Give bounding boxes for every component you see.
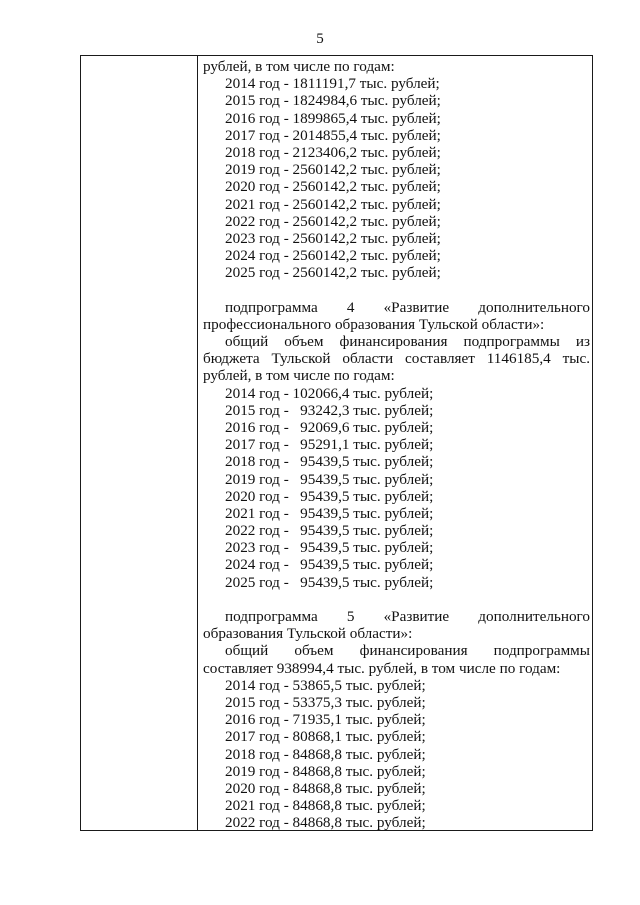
year-line: 2020 год - 84868,8 тыс. рублей; xyxy=(225,779,426,797)
year-line: 2017 год - 80868,1 тыс. рублей; xyxy=(225,728,426,746)
year-line: 2023 год - 95439,5 тыс. рублей; xyxy=(225,539,434,557)
subprogram-4-years xyxy=(203,385,590,591)
year-line: 2019 год - 95439,5 тыс. рублей; xyxy=(225,470,434,488)
year-line: 2019 год - 84868,8 тыс. рублей; xyxy=(225,762,426,780)
year-line: 2015 год - 53375,3 тыс. рублей; xyxy=(225,693,426,711)
document-table xyxy=(80,55,593,831)
year-line: 2016 год - 92069,6 тыс. рублей; xyxy=(225,418,434,436)
year-line: 2023 год - 2560142,2 тыс. рублей; xyxy=(225,229,441,247)
funding-cell xyxy=(203,58,590,831)
subprogram-5-title-cont: образования Тульской области»: xyxy=(203,625,413,643)
subprogram-3-tail: рублей, в том числе по годам: xyxy=(203,58,395,75)
year-line: 2022 год - 84868,8 тыс. рублей; xyxy=(225,814,426,832)
year-line: 2017 год - 2014855,4 тыс. рублей; xyxy=(225,126,441,144)
spacer xyxy=(203,591,590,608)
year-line: 2018 год - 95439,5 тыс. рублей; xyxy=(225,453,434,471)
subprogram-5-funding: общий объем финансирования подпрограммы xyxy=(225,642,590,660)
year-line: 2014 год - 102066,4 тыс. рублей; xyxy=(225,384,434,402)
year-line: 2018 год - 84868,8 тыс. рублей; xyxy=(225,745,426,763)
subprogram-5-title: подпрограмма 5 «Развитие дополнительного xyxy=(225,608,590,625)
page-number: 5 xyxy=(316,31,324,47)
year-line: 2018 год - 2123406,2 тыс. рублей; xyxy=(225,143,441,161)
subprogram-5-funding-cont: составляет 938994,4 тыс. рублей, в том числе по годам: xyxy=(203,659,561,677)
year-line: 2019 год - 2560142,2 тыс. рублей; xyxy=(225,161,441,179)
year-line: 2021 год - 2560142,2 тыс. рублей; xyxy=(225,195,441,213)
year-line: 2021 год - 84868,8 тыс. рублей; xyxy=(225,797,426,815)
subprogram-4-funding: общий объем финансирования подпрограммы из xyxy=(225,333,590,350)
year-line: 2025 год - 95439,5 тыс. рублей; xyxy=(225,573,434,591)
year-line: 2016 год - 1899865,4 тыс. рублей; xyxy=(225,109,441,127)
year-line: 2015 год - 93242,3 тыс. рублей; xyxy=(225,401,434,419)
subprogram-4-funding-end: рублей, в том числе по годам: xyxy=(203,367,395,385)
subprogram-3-years xyxy=(203,75,590,281)
column-divider xyxy=(197,56,198,830)
year-line: 2017 год - 95291,1 тыс. рублей; xyxy=(225,436,434,454)
year-line: 2022 год - 2560142,2 тыс. рублей; xyxy=(225,212,441,230)
subprogram-4-funding-cont: бюджета Тульской области составляет 1146185,4 тыс. xyxy=(203,350,590,368)
subprogram-5-years xyxy=(203,677,590,832)
spacer xyxy=(203,281,590,298)
year-line: 2025 год - 2560142,2 тыс. рублей; xyxy=(225,264,441,282)
subprogram-4-title: подпрограмма 4 «Развитие дополнительного xyxy=(225,298,590,316)
year-line: 2020 год - 95439,5 тыс. рублей; xyxy=(225,487,434,505)
year-line: 2014 год - 1811191,7 тыс. рублей; xyxy=(225,75,440,93)
year-line: 2014 год - 53865,5 тыс. рублей; xyxy=(225,676,426,694)
year-line: 2020 год - 2560142,2 тыс. рублей; xyxy=(225,178,441,196)
year-line: 2022 год - 95439,5 тыс. рублей; xyxy=(225,522,434,540)
subprogram-4-title-cont: профессионального образования Тульской области»: xyxy=(203,315,545,333)
year-line: 2015 год - 1824984,6 тыс. рублей; xyxy=(225,92,441,110)
year-line: 2024 год - 2560142,2 тыс. рублей; xyxy=(225,247,441,265)
year-line: 2024 год - 95439,5 тыс. рублей; xyxy=(225,556,434,574)
year-line: 2016 год - 71935,1 тыс. рублей; xyxy=(225,711,426,729)
year-line: 2021 год - 95439,5 тыс. рублей; xyxy=(225,504,434,522)
